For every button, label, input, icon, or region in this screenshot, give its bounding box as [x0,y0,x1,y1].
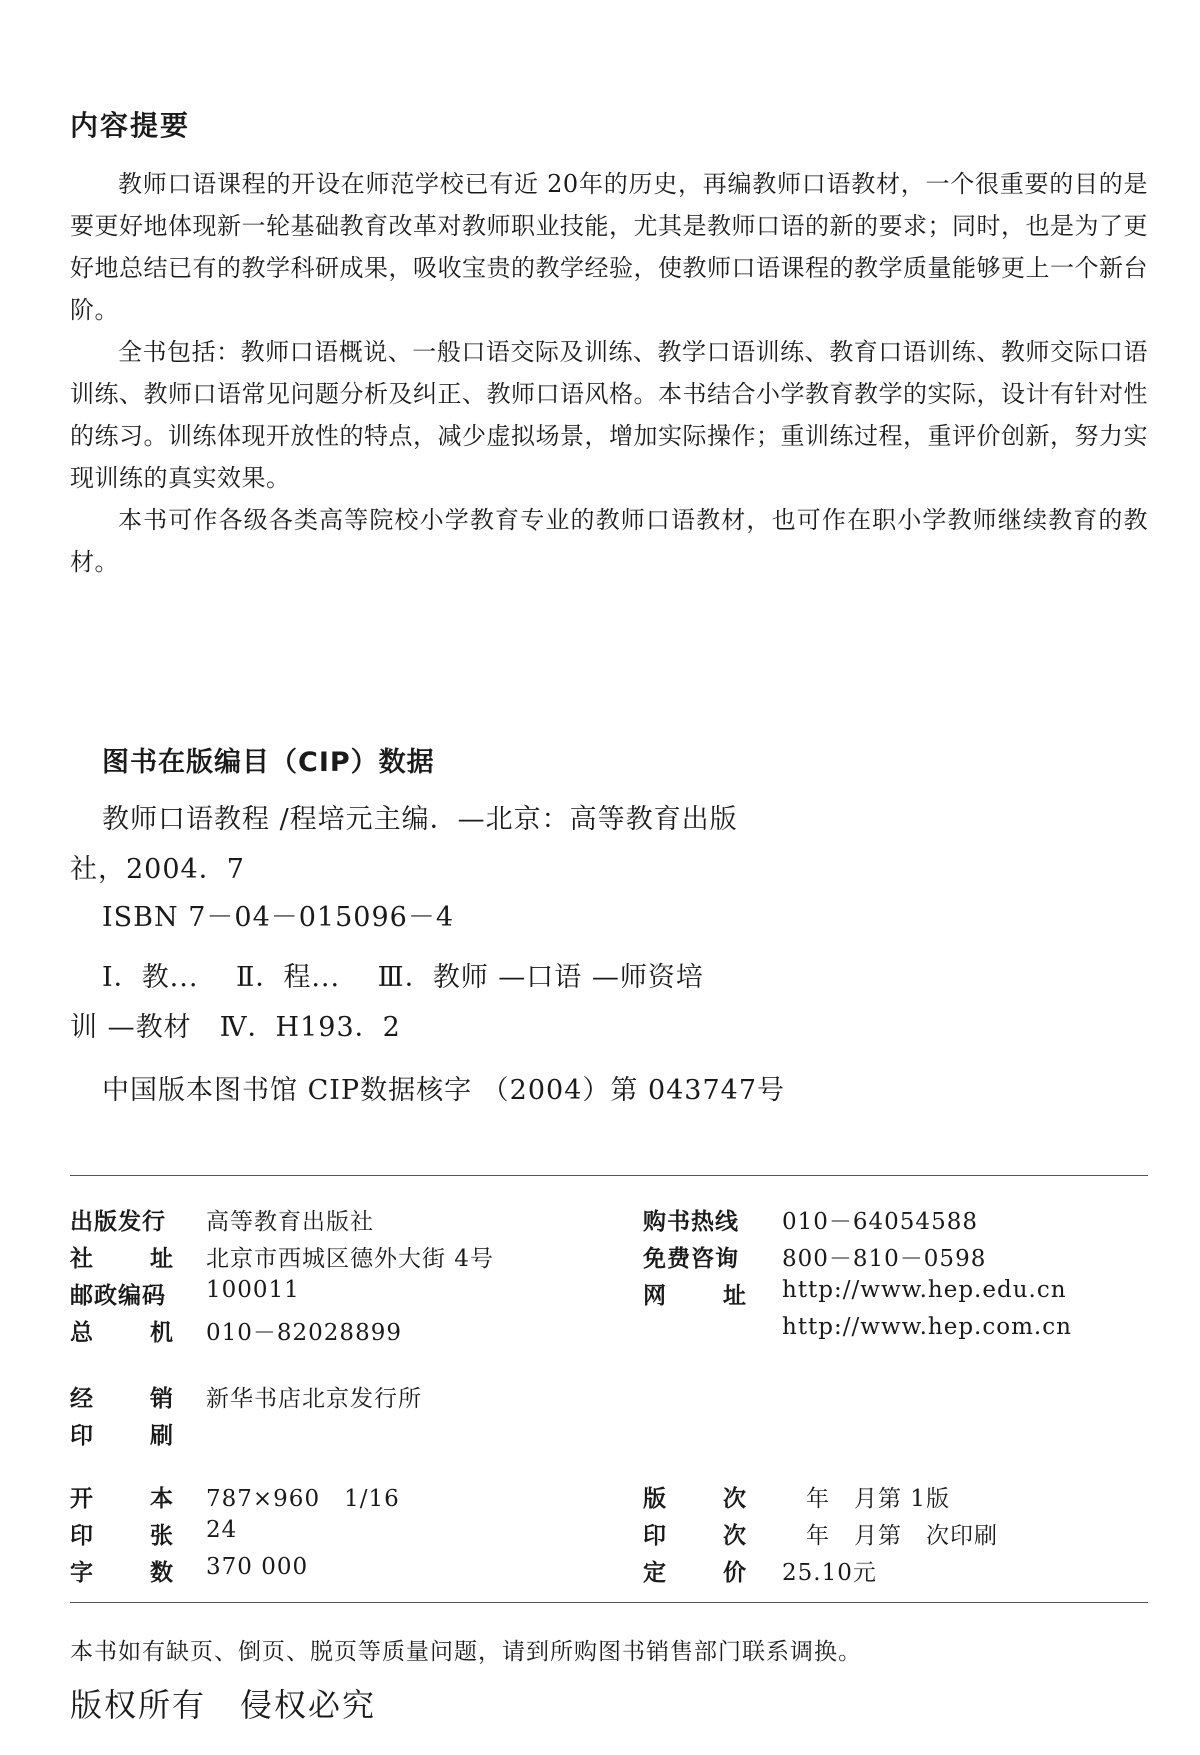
postcode-label: 邮政编码 [70,1283,166,1309]
printing-value: 年 月第 次印刷 [782,1523,998,1549]
printer-label: 印 刷 [70,1423,174,1449]
website-link[interactable]: http://www.hep.edu.cn [782,1277,1067,1303]
hotline-label: 购书热线 [643,1209,739,1235]
cip-title-line-continued: 社，2004．7 [70,854,245,885]
cip-record-number: 中国版本图书馆 CIP数据核字 （2004）第 043747号 [102,1075,786,1106]
words-value: 370 000 [206,1554,309,1580]
words-label: 字 数 [70,1560,174,1586]
switchboard-value: 010－82028899 [206,1320,402,1346]
consult-value: 800－810－0598 [782,1246,987,1272]
address-label: 社 址 [70,1246,174,1272]
format-value: 787×960 1/16 [206,1486,400,1512]
sheets-label: 印 张 [70,1523,174,1549]
divider-top [70,1175,1148,1176]
cip-heading: 图书在版编目（CIP）数据 [102,747,435,778]
address-value: 北京市西城区德外大街 4号 [206,1246,494,1272]
format-label: 开 本 [70,1486,174,1512]
website-link[interactable]: http://www.hep.com.cn [782,1314,1072,1340]
summary-body [70,163,1148,583]
price-label: 定 价 [643,1560,747,1586]
summary-paragraph: 本书可作各级各类高等院校小学教育专业的教师口语教材，也可作在职小学教师继续教育的教材。 [70,506,1148,576]
price-value: 25.10元 [782,1560,877,1586]
summary-paragraph: 全书包括：教师口语概说、一般口语交际及训练、教学口语训练、教育口语训练、教师交际口语训练、教师口语常见问题分析及纠正、教师口语风格。本书结合小学教育教学的实际，设计有针对性的练习。训练体现开放性的特点，减少虚拟场景，增加实际操作；重训练过程，重评价创新，努力实现训练的真实效果。 [70,338,1148,492]
sheets-value: 24 [206,1517,238,1543]
printing-label: 印 次 [643,1523,747,1549]
distributor-label: 经 销 [70,1386,174,1412]
summary-heading: 内容提要 [70,109,191,142]
edition-label: 版 次 [643,1486,747,1512]
distributor-value: 新华书店北京发行所 [206,1386,422,1412]
website-label: 网 址 [643,1283,747,1309]
cip-title-line: 教师口语教程 /程培元主编．—北京：高等教育出版 [102,804,738,835]
hotline-value: 010－64054588 [782,1209,978,1235]
copyright-notice: 版权所有 侵权必究 [70,1686,377,1724]
quality-notice: 本书如有缺页、倒页、脱页等质量问题，请到所购图书销售部门联系调换。 [70,1639,862,1665]
publisher-label: 出版发行 [70,1209,166,1235]
summary-paragraph: 教师口语课程的开设在师范学校已有近 20年的历史，再编教师口语教材，一个很重要的目的是要更好地体现新一轮基础教育改革对教师职业技能，尤其是教师口语的新的要求；同时，也是为了更好地总结已有的教学科研成果，吸收宝贵的教学经验，使教师口语课程的教学质量能够更上一个新台阶。 [70,170,1148,324]
cip-classification-line-continued: 训 —教材 Ⅳ．H193．2 [70,1012,401,1043]
consult-label: 免费咨询 [643,1246,739,1272]
switchboard-label: 总 机 [70,1320,174,1346]
divider-bottom [70,1602,1148,1603]
cip-classification-line: Ⅰ．教... Ⅱ．程... Ⅲ．教师 —口语 —师资培 [102,962,704,993]
edition-value: 年 月第 1版 [782,1486,950,1512]
cip-isbn: ISBN 7－04－015096－4 [102,902,454,933]
postcode-value: 100011 [206,1277,300,1303]
publisher-value: 高等教育出版社 [206,1209,374,1235]
